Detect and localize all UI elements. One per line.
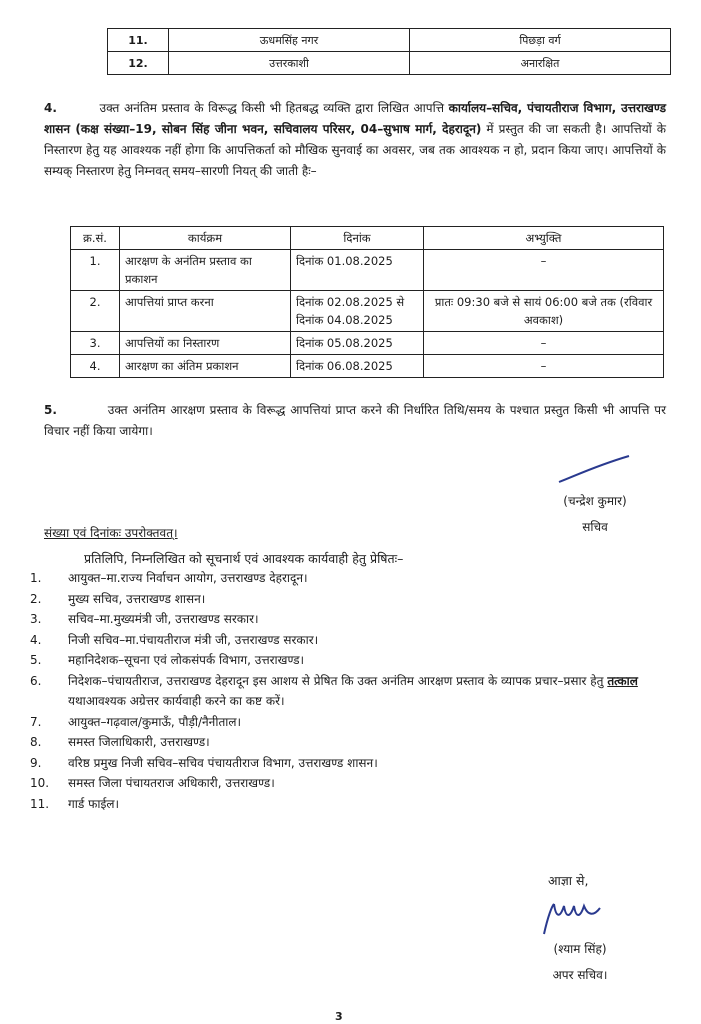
district-name: उत्तरकाशी bbox=[169, 52, 410, 75]
table-row bbox=[71, 250, 664, 291]
column-header: कार्यक्रम bbox=[120, 227, 291, 250]
program-name: आपत्तियों का निस्तारण bbox=[120, 332, 291, 355]
paragraph-text: उक्त अनंतिम आरक्षण प्रस्ताव के विरूद्ध आपत्तियां प्राप्त करने की निर्धारित तिथि/समय के पश्चात प्रस्तुत किसी भी आपत्ति पर विचार नहीं किया जायेगा। bbox=[44, 403, 666, 438]
list-item: 9. वरिष्ठ प्रमुख निजी सचिव–सचिव पंचायतीराज विभाग, उत्तराखण्ड शासन। bbox=[30, 755, 378, 770]
program-date: दिनांक 06.08.2025 bbox=[291, 355, 424, 378]
remark: प्रातः 09:30 बजे से सायं 06:00 बजे तक (रविवार अवकाश) bbox=[424, 291, 664, 332]
list-item: 10. समस्त जिला पंचायतराज अधिकारी, उत्तराखण्ड। bbox=[30, 776, 275, 790]
program-name: आपत्तियां प्राप्त करना bbox=[120, 291, 291, 332]
program-date: दिनांक 05.08.2025 bbox=[291, 332, 424, 355]
paragraph-5 bbox=[44, 400, 666, 442]
signature-mark bbox=[555, 452, 635, 486]
list-item: 7. आयुक्त–गढ़वाल/कुमाऊँ, पौड़ी/नैनीताल। bbox=[30, 714, 242, 729]
serial-number: 3. bbox=[71, 332, 120, 355]
paragraph-4 bbox=[44, 98, 666, 182]
column-header: क्र.सं. bbox=[71, 227, 120, 250]
remark: – bbox=[424, 332, 664, 355]
remark: – bbox=[424, 355, 664, 378]
reservation-category: अनारक्षित bbox=[410, 52, 671, 75]
office-address: कार्यालय–सचिव, पंचायतीराज विभाग, उत्तराखण्ड शासन (कक्ष संख्या–19, सोबन सिंह जीना भवन, सचिवालय परिसर, 04–सुभाष मार्ग, देहरादून) bbox=[44, 101, 666, 136]
program-name: आरक्षण का अंतिम प्रकाशन bbox=[120, 355, 291, 378]
page-number: 3 bbox=[335, 1010, 343, 1023]
list-item: 4. निजी सचिव–मा.पंचायतीराज मंत्री जी, उत्तराखण्ड सरकार। bbox=[30, 632, 319, 647]
paragraph-number: 4. bbox=[44, 101, 57, 115]
signatory-designation: सचिव bbox=[582, 520, 608, 534]
copy-recipient-list bbox=[30, 568, 670, 814]
program-date: दिनांक 02.08.2025 से दिनांक 04.08.2025 bbox=[291, 291, 424, 332]
paragraph-number: 5. bbox=[44, 403, 57, 417]
column-header: अभ्युक्ति bbox=[424, 227, 664, 250]
remark: – bbox=[424, 250, 664, 291]
order-line: आज्ञा से, bbox=[548, 873, 589, 888]
list-item: 2. मुख्य सचिव, उत्तराखण्ड शासन। bbox=[30, 591, 206, 606]
list-item: 5. महानिदेशक–सूचना एवं लोकसंपर्क विभाग, उत्तराखण्ड। bbox=[30, 653, 305, 667]
list-item: 8. समस्त जिलाधिकारी, उत्तराखण्ड। bbox=[30, 735, 210, 749]
table-header-row bbox=[71, 227, 664, 250]
table-row bbox=[108, 52, 671, 75]
list-item: 6. निदेशक–पंचायतीराज, उत्तराखण्ड देहरादून इस आशय से प्रेषित कि उक्त अनंतिम आरक्षण प्रस्ताव के व्यापक प्रचार–प्रसार हेतु तत्काल यथाआवश्यक अग्रेत्तर कार्यवाही करने का कष्ट करें। bbox=[30, 673, 638, 708]
district-name: ऊधमसिंह नगर bbox=[169, 29, 410, 52]
objection-schedule-table bbox=[70, 226, 664, 378]
signatory-name: (चन्द्रेश कुमार) bbox=[563, 494, 627, 508]
signatory-designation: अपर सचिव। bbox=[552, 968, 608, 982]
paragraph-text: में प्रस्तुत की जा सकती है। आपत्तियों के निस्तारण हेतु यह आवश्यक नहीं होगा कि आपत्तिकर्ता को मौखिक सुनवाई का अवसर, जब तक आवश्यक न हो, प्रदान किया जाए। आपत्तियों के सम्यक् निस्तारण हेतु निम्नवत् समय–सारणी नियत् की जाती हैः– bbox=[44, 122, 666, 178]
serial-number: 1. bbox=[71, 250, 120, 291]
signatory-block bbox=[530, 936, 630, 988]
reference-line: संख्या एवं दिनांकः उपरोक्तवत्। bbox=[44, 526, 178, 540]
district-reservation-table bbox=[107, 28, 671, 75]
row-number: 11. bbox=[108, 29, 169, 52]
row-number: 12. bbox=[108, 52, 169, 75]
signatory-block bbox=[540, 488, 650, 540]
program-date: दिनांक 01.08.2025 bbox=[291, 250, 424, 291]
list-item: 11. गार्ड फाईल। bbox=[30, 796, 120, 811]
list-item: 3. सचिव–मा.मुख्यमंत्री जी, उत्तराखण्ड सरकार। bbox=[30, 612, 259, 626]
serial-number: 4. bbox=[71, 355, 120, 378]
table-row bbox=[71, 332, 664, 355]
copy-intro: प्रतिलिपि, निम्नलिखित को सूचनार्थ एवं आवश्यक कार्यवाही हेतु प्रेषितः– bbox=[84, 551, 404, 566]
signatory-name: (श्याम सिंह) bbox=[553, 942, 607, 956]
reservation-category: पिछड़ा वर्ग bbox=[410, 29, 671, 52]
table-row bbox=[108, 29, 671, 52]
column-header: दिनांक bbox=[291, 227, 424, 250]
paragraph-text: उक्त अनंतिम प्रस्ताव के विरूद्ध किसी भी हितबद्ध व्यक्ति द्वारा लिखित आपत्ति bbox=[99, 101, 449, 115]
emphasis-word: तत्काल bbox=[607, 673, 638, 688]
list-item: 1. आयुक्त–मा.राज्य निर्वाचन आयोग, उत्तराखण्ड देहरादून। bbox=[30, 571, 308, 585]
table-row bbox=[71, 355, 664, 378]
serial-number: 2. bbox=[71, 291, 120, 332]
program-name: आरक्षण के अनंतिम प्रस्ताव का प्रकाशन bbox=[120, 250, 291, 291]
signature-mark bbox=[538, 896, 618, 938]
table-row bbox=[71, 291, 664, 332]
